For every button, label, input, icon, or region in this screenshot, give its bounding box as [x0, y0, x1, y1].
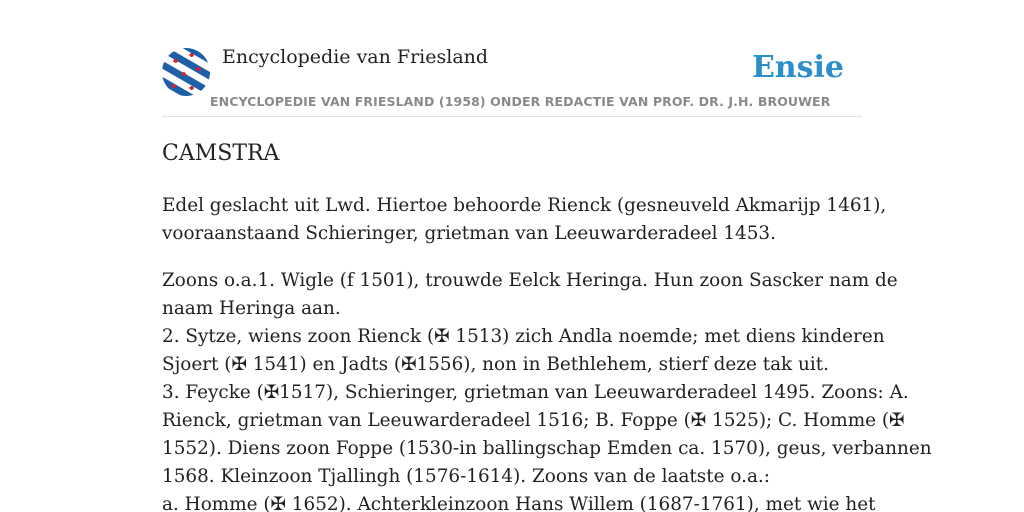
ensie-brand-link[interactable]: Ensie	[751, 50, 844, 85]
site-title[interactable]: Encyclopedie van Friesland	[222, 46, 489, 68]
encyclopedia-subtitle: ENCYCLOPEDIE VAN FRIESLAND (1958) ONDER REDACTIE VAN PROF. DR. J.H. BROUWER	[210, 94, 831, 109]
paragraph-line: naam Heringa aan.	[162, 298, 341, 319]
paragraph-line: 3. Feycke (✠1517), Schieringer, grietman van Leeuwarderadeel 1495. Zoons: A.	[162, 382, 909, 403]
paragraph-line: Sjoert (✠ 1541) en Jadts (✠1556), non in Bethlehem, stierf deze tak uit.	[162, 354, 830, 375]
paragraph-line: Edel geslacht uit Lwd. Hiertoe behoorde Rienck (gesneuveld Akmarijp 1461),	[162, 195, 887, 216]
article-paragraph-2	[162, 267, 932, 512]
article-title: CAMSTRA	[162, 141, 280, 166]
frisian-flag-icon[interactable]	[162, 48, 210, 96]
paragraph-line: a. Homme (✠ 1652). Achterkleinzoon Hans Willem (1687-1761), met wie het	[162, 494, 876, 512]
paragraph-line: Zoons o.a.1. Wigle (f 1501), trouwde Eelck Heringa. Hun zoon Sascker nam de	[162, 270, 898, 291]
paragraph-line: 1568. Kleinzoon Tjallingh (1576-1614). Zoons van de laatste o.a.:	[162, 466, 770, 487]
article-body	[162, 192, 932, 512]
article-paragraph-1	[162, 192, 887, 248]
paragraph-line: 2. Sytze, wiens zoon Rienck (✠ 1513) zich Andla noemde; met diens kinderen	[162, 326, 885, 347]
paragraph-line: vooraanstaand Schieringer, grietman van Leeuwarderadeel 1453.	[162, 223, 776, 244]
paragraph-line: Rienck, grietman van Leeuwarderadeel 1516; B. Foppe (✠ 1525); C. Homme (✠	[162, 410, 905, 431]
paragraph-line: 1552). Diens zoon Foppe (1530-in ballingschap Emden ca. 1570), geus, verbannen	[162, 438, 932, 459]
site-header	[162, 44, 862, 117]
